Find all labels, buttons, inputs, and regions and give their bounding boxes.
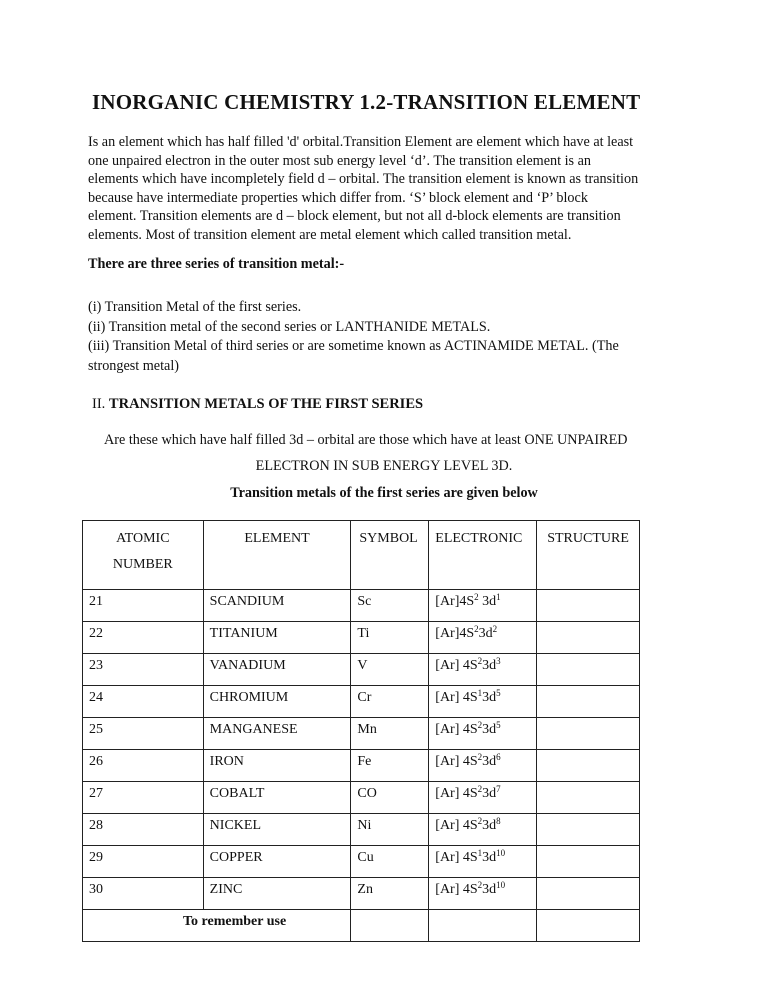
- atomic-number-cell: 25: [83, 718, 204, 750]
- series-item: (ii) Transition metal of the second series or LANTHANIDE METALS.: [88, 318, 491, 335]
- symbol-cell: Cr: [351, 686, 429, 718]
- table-footer-row: [83, 910, 640, 942]
- config-base: [Ar] 4S: [435, 786, 478, 801]
- structure-cell: [537, 782, 640, 814]
- config-base: [Ar] 4S: [435, 818, 478, 833]
- config-superscript: 10: [496, 848, 506, 858]
- electronic-config-cell: [429, 814, 537, 846]
- config-superscript: 2: [477, 656, 483, 666]
- config-orbital: 3d: [482, 882, 497, 897]
- config-superscript: 2: [477, 880, 483, 890]
- config-orbital: 3d: [482, 754, 497, 769]
- table-row: [83, 686, 640, 718]
- electronic-config-cell: [429, 718, 537, 750]
- config-base: [Ar] 4S: [435, 722, 478, 737]
- structure-cell: [537, 718, 640, 750]
- config-base: [Ar] 4S: [435, 658, 478, 673]
- config-base: [Ar] 4S: [435, 882, 478, 897]
- symbol-cell: V: [351, 654, 429, 686]
- config-orbital: 3d: [482, 818, 497, 833]
- atomic-number-cell: 22: [83, 622, 204, 654]
- table-header-row: [83, 521, 640, 590]
- symbol-cell: Ni: [351, 814, 429, 846]
- element-name-cell: SCANDIUM: [203, 590, 351, 622]
- structure-cell: [537, 878, 640, 910]
- electronic-config-cell: [429, 590, 537, 622]
- intro-line: one unpaired electron in the outer most sub energy level ‘d’. The transition element is an: [88, 152, 591, 169]
- config-orbital: 3d: [478, 594, 497, 609]
- header-atomic-number: ATOMIC NUMBER: [83, 521, 204, 590]
- structure-cell: [537, 622, 640, 654]
- section-body-line: Are these which have half filled 3d – orbital are those which have at least ONE UNPAIRED: [104, 432, 628, 448]
- config-base: [Ar] 4S: [435, 690, 478, 705]
- config-base: [Ar]4S: [435, 626, 475, 641]
- table-row: [83, 750, 640, 782]
- atomic-number-cell: 26: [83, 750, 204, 782]
- config-superscript: 1: [496, 592, 501, 602]
- element-name-cell: COPPER: [203, 846, 351, 878]
- config-superscript: 7: [496, 784, 501, 794]
- symbol-cell: Cu: [351, 846, 429, 878]
- table-row: [83, 878, 640, 910]
- series-heading: There are three series of transition metal:-: [88, 256, 345, 272]
- footer-note: To remember use: [83, 910, 351, 942]
- section-heading: [92, 396, 423, 413]
- structure-cell: [537, 846, 640, 878]
- symbol-cell: Mn: [351, 718, 429, 750]
- config-superscript: 2: [474, 592, 479, 602]
- config-superscript: 3: [496, 656, 501, 666]
- symbol-cell: Sc: [351, 590, 429, 622]
- element-name-cell: COBALT: [203, 782, 351, 814]
- atomic-number-cell: 27: [83, 782, 204, 814]
- header-element: ELEMENT: [203, 521, 351, 590]
- table-cell: [351, 910, 429, 942]
- config-base: [Ar] 4S: [435, 850, 478, 865]
- element-name-cell: ZINC: [203, 878, 351, 910]
- config-orbital: 3d: [482, 722, 497, 737]
- electronic-config-cell: [429, 750, 537, 782]
- symbol-cell: Zn: [351, 878, 429, 910]
- config-superscript: 2: [477, 816, 483, 826]
- symbol-cell: Fe: [351, 750, 429, 782]
- config-base: [Ar]4S: [435, 594, 475, 609]
- transition-metals-table: [82, 520, 640, 942]
- config-orbital: 3d: [482, 658, 497, 673]
- table-row: [83, 846, 640, 878]
- config-superscript: 2: [477, 752, 483, 762]
- intro-line: because have intermediate properties which differ from. ‘S’ block element and ‘P’ block: [88, 189, 588, 206]
- config-base: [Ar] 4S: [435, 754, 478, 769]
- config-superscript: 2: [474, 624, 479, 634]
- config-orbital: 3d: [482, 850, 497, 865]
- atomic-number-cell: 21: [83, 590, 204, 622]
- config-superscript: 10: [496, 880, 506, 890]
- intro-line: element. Transition elements are d – block element, but not all d-block elements are transition: [88, 208, 621, 225]
- table-cell: [537, 910, 640, 942]
- electronic-config-cell: [429, 846, 537, 878]
- intro-line: elements which have incompletely field d – orbital. The transition element is known as transition: [88, 171, 639, 188]
- header-electronic: ELECTRONIC: [429, 521, 537, 590]
- electronic-config-cell: [429, 654, 537, 686]
- config-superscript: 2: [477, 784, 483, 794]
- table-row: [83, 590, 640, 622]
- structure-cell: [537, 686, 640, 718]
- table-caption: Transition metals of the first series are given below: [230, 485, 538, 501]
- symbol-cell: Ti: [351, 622, 429, 654]
- header-symbol: SYMBOL: [351, 521, 429, 590]
- element-name-cell: VANADIUM: [203, 654, 351, 686]
- electronic-config-cell: [429, 622, 537, 654]
- structure-cell: [537, 654, 640, 686]
- electronic-config-cell: [429, 686, 537, 718]
- intro-line: Is an element which has half filled 'd' orbital.Transition Element are element which have at least: [88, 134, 634, 150]
- atomic-number-cell: 23: [83, 654, 204, 686]
- header-structure: STRUCTURE: [537, 521, 640, 590]
- atomic-number-cell: 24: [83, 686, 204, 718]
- structure-cell: [537, 814, 640, 846]
- config-superscript: 5: [496, 720, 501, 730]
- structure-cell: [537, 750, 640, 782]
- atomic-number-cell: 28: [83, 814, 204, 846]
- config-superscript: 1: [477, 848, 483, 858]
- table-row: [83, 782, 640, 814]
- config-orbital: 3d: [482, 690, 497, 705]
- config-superscript: 8: [496, 816, 501, 826]
- series-list: [88, 298, 688, 376]
- intro-paragraph: [88, 133, 688, 245]
- electronic-config-cell: [429, 782, 537, 814]
- symbol-cell: CO: [351, 782, 429, 814]
- config-orbital: 3d: [478, 626, 493, 641]
- config-superscript: 6: [496, 752, 501, 762]
- page-title: INORGANIC CHEMISTRY 1.2-TRANSITION ELEMENT: [92, 90, 641, 114]
- atomic-number-cell: 29: [83, 846, 204, 878]
- table-row: [83, 718, 640, 750]
- series-item: (iii) Transition Metal of third series or are sometime known as ACTINAMIDE METAL. (The: [88, 338, 619, 354]
- section-title: TRANSITION METALS OF THE FIRST SERIES: [108, 396, 424, 412]
- config-orbital: 3d: [482, 786, 497, 801]
- intro-line: elements. Most of transition element are metal element which called transition metal.: [88, 226, 572, 243]
- structure-cell: [537, 590, 640, 622]
- config-superscript: 5: [496, 688, 501, 698]
- element-name-cell: IRON: [203, 750, 351, 782]
- element-name-cell: TITANIUM: [203, 622, 351, 654]
- table-row: [83, 622, 640, 654]
- element-name-cell: MANGANESE: [203, 718, 351, 750]
- config-superscript: 2: [492, 624, 498, 634]
- config-superscript: 1: [477, 688, 483, 698]
- config-superscript: 2: [477, 720, 483, 730]
- section-number: II.: [92, 396, 106, 412]
- series-item: strongest metal): [88, 357, 180, 374]
- table-row: [83, 654, 640, 686]
- section-body-line: ELECTRON IN SUB ENERGY LEVEL 3D.: [255, 458, 513, 474]
- element-name-cell: NICKEL: [203, 814, 351, 846]
- series-item: (i) Transition Metal of the first series.: [88, 299, 302, 315]
- table-row: [83, 814, 640, 846]
- electronic-config-cell: [429, 878, 537, 910]
- element-name-cell: CHROMIUM: [203, 686, 351, 718]
- table-cell: [429, 910, 537, 942]
- atomic-number-cell: 30: [83, 878, 204, 910]
